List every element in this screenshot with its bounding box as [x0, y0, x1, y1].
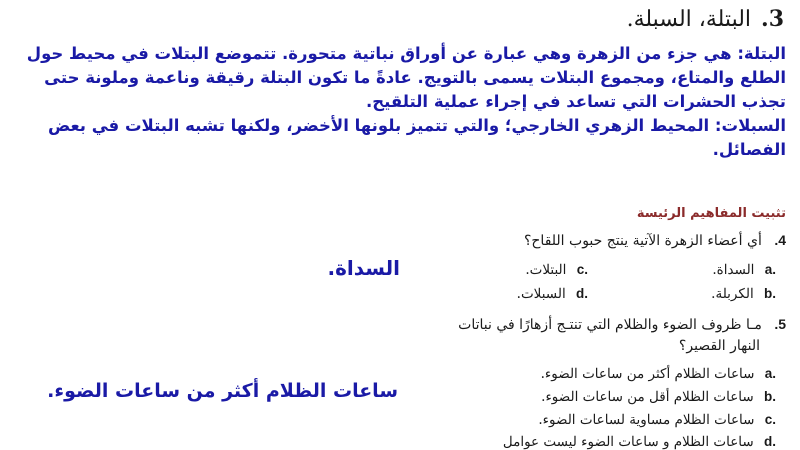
- q4-option-a: [712, 262, 776, 278]
- q4-option-b-text: الكربلة.: [711, 286, 754, 302]
- q4-option-d: [517, 286, 588, 302]
- question-5-text-line1: مـا ظروف الضوء والظلام التي تنتـج أزهارًا في نباتات: [458, 317, 762, 333]
- question-3-number: .3: [761, 6, 784, 32]
- q5-option-a-text: ساعات الظلام أكثر من ساعات الضوء.: [540, 366, 755, 382]
- sepal-definition: السبلات: المحيط الزهري الخارجي؛ والتي تتميز بلونها الأخضر، ولكنها تشبه البتلات في بعض الفصائل.: [47, 116, 786, 159]
- q4-option-a-letter: a.: [764, 262, 776, 277]
- q5-option-a-letter: a.: [764, 366, 776, 381]
- q5-option-d-text: ساعات الظلام و ساعات الضوء ليست عوامل: [502, 434, 754, 450]
- q4-option-d-text: السبلات.: [516, 286, 566, 302]
- q5-option-c-letter: c.: [764, 412, 776, 427]
- q4-option-b-letter: b.: [764, 286, 776, 301]
- q5-handwritten-answer: ساعات الظلام أكثر من ساعات الضوء.: [47, 380, 398, 402]
- q5-option-d: [503, 434, 776, 450]
- q4-option-c-letter: c.: [576, 262, 588, 277]
- question-5: [458, 316, 786, 333]
- q5-option-b: [541, 389, 776, 405]
- q4-option-b: [711, 286, 776, 302]
- q4-option-c-text: البتلات.: [525, 262, 567, 278]
- q4-option-d-letter: d.: [576, 286, 588, 301]
- section-label: تثبيت المفاهيم الرئيسة: [636, 206, 786, 221]
- question-3-title: البتلة، السبلة.: [626, 7, 752, 32]
- q5-option-c: [538, 412, 776, 428]
- question-4: [524, 232, 786, 249]
- question-4-number: .4: [774, 232, 786, 248]
- question-4-text: أي أعضاء الزهرة الآتية ينتج حبوب اللقاح؟: [523, 233, 762, 249]
- q5-option-c-text: ساعات الظلام مساوية لساعات الضوء.: [538, 412, 755, 428]
- petal-definition: البتلة: هي جزء من الزهرة وهي عبارة عن أوراق نباتية متحورة. تتموضع البتلات في محيط حول الطلع والمتاع، ومجموع البتلات يسمى بالتويج. عادةً ما تكون البتلة رقيقة وناعمة وملونة حتى تجذب الحشرات التي تساعد في إجراء عملية التلقيح.: [26, 44, 786, 111]
- q5-option-b-letter: b.: [764, 389, 776, 404]
- q5-option-a: [541, 366, 776, 382]
- question-3-heading: [627, 6, 784, 32]
- q4-handwritten-answer: السداة.: [327, 256, 400, 280]
- q4-option-c: [525, 262, 588, 278]
- q4-option-a-text: السداة.: [712, 262, 755, 278]
- q5-option-b-text: ساعات الظلام أقل من ساعات الضوء.: [541, 389, 754, 405]
- q5-option-d-letter: d.: [764, 434, 776, 449]
- question-3-answer: [6, 42, 786, 162]
- question-5-number: .5: [774, 316, 786, 332]
- question-5-line2: النهار القصير؟: [678, 338, 760, 354]
